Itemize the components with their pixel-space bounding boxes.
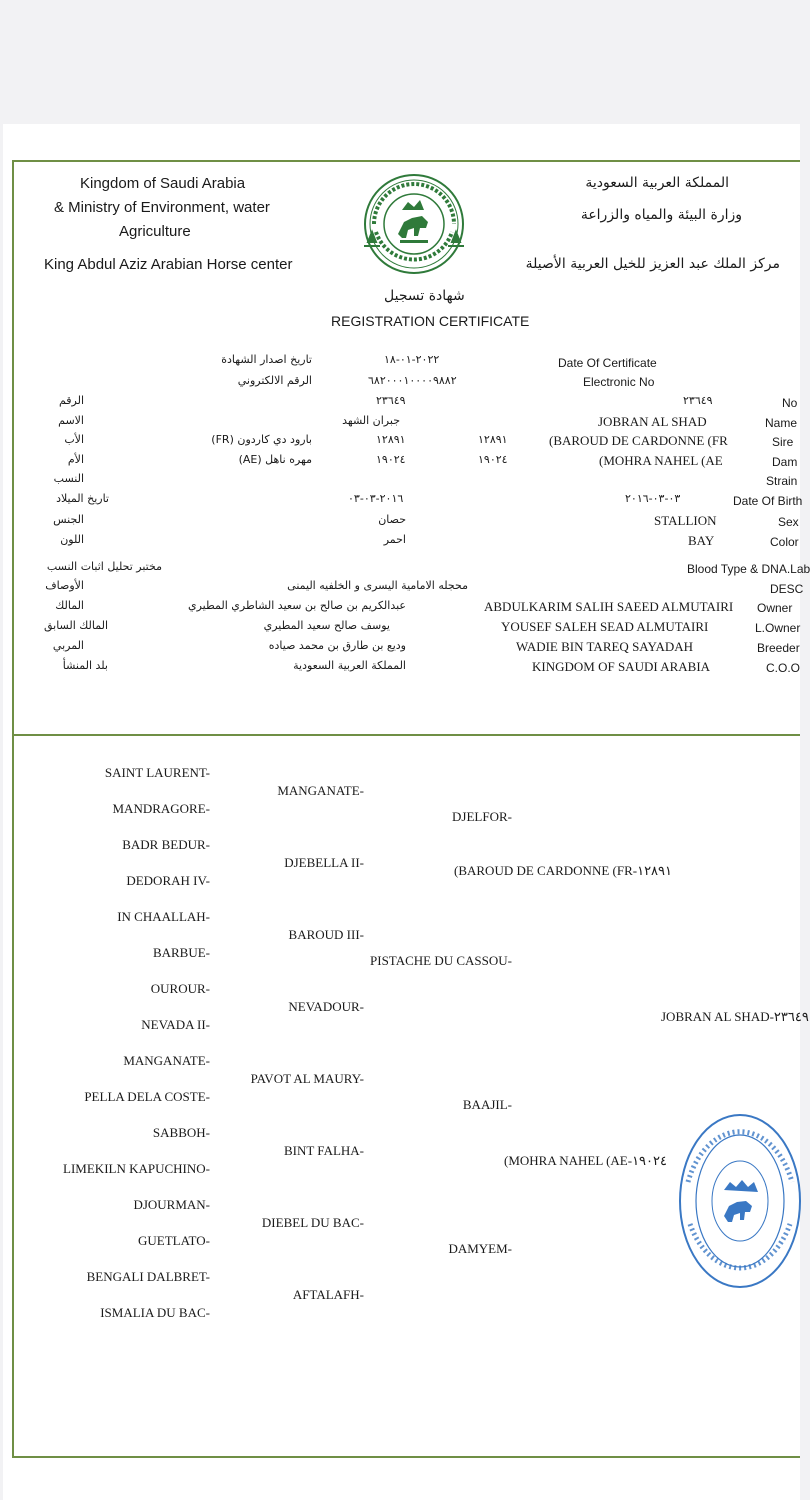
pedigree-gen4-2: MANDRAGORE- [112,801,210,816]
color-en-label: Color [770,535,799,549]
pedigree-gen2-6: DAMYEM- [448,1241,512,1256]
pedigree-gen4-14: GUETLATO- [138,1233,210,1248]
pedigree-gen4-8: NEVADA II- [141,1017,210,1032]
elec-en-label: Electronic No [583,375,655,389]
no-en-label: No [782,396,798,410]
prev-owner-value-en: YOUSEF SALEH SEAD ALMUTAIRI [501,619,709,634]
sex-ar-label: الجنس [53,513,84,526]
pedigree-gen3-1: MANGANATE- [277,783,364,798]
dam-ar-label: الأم [67,453,84,466]
section-divider [12,734,800,736]
lab-ar-label: مختبر تحليل اثبات النسب [46,560,162,573]
pedigree-gen3-3: BAROUD III- [288,927,364,942]
desc-ar-label: الأوصاف [45,579,84,592]
owner-value-en: ABDULKARIM SALIH SAEED ALMUTAIRI [484,599,734,614]
date-ar-label: تاريخ اصدار الشهادة [221,353,312,366]
pedigree-gen4-10: PELLA DELA COSTE- [84,1089,210,1104]
registry-stamp [674,1112,790,1290]
sire-en-label: Sire [772,435,794,449]
name-value-en: JOBRAN AL SHAD [598,414,707,429]
lab-en-label: Blood Type & DNA.Lab [687,562,810,576]
header-en-line2: & Ministry of Environment, water [54,199,270,216]
color-value-ar: احمر [383,533,406,546]
sire-number-en: ١٢٨٩١ [478,433,508,446]
name-ar-label: الاسم [58,414,84,427]
dam-value-en: (MOHRA NAHEL (AE [599,453,723,468]
no-value: ٢٣٦٤٩ [376,394,406,407]
header-ar-line3: مركز الملك عبد العزيز للخيل العربية الأصيلة [525,256,780,272]
sex-value-en: STALLION [654,513,717,528]
pedigree-gen1-horse: JOBRAN AL SHAD-٢٣٦٤٩ [661,1009,809,1024]
owner-en-label: Owner [757,601,793,615]
dam-en-label: Dam [772,455,798,469]
pedigree-gen3-4: NEVADOUR- [288,999,364,1014]
date-value: ٢٠٢٢-٠١-١٨ [384,353,440,366]
sex-en-label: Sex [778,515,799,529]
title-ar: شهادة تسجيل [384,288,465,304]
elec-value: ٦٨٢٠٠٠١٠٠٠٠٩٨٨٢ [368,374,457,387]
no-value-en: ٢٣٦٤٩ [683,394,713,407]
pedigree-gen4-6: BARBUE- [152,945,210,960]
pedigree-gen4-16: ISMALIA DU BAC- [100,1305,210,1320]
pedigree-gen4-4: DEDORAH IV- [126,873,210,888]
dob-value-en: ٠٣-٠٣-٢٠١٦ [625,492,681,505]
coo-en-label: C.O.O [766,661,801,675]
prev-owner-value-ar: يوسف صالح سعيد المطيري [263,619,390,632]
dob-en-label: Date Of Birth [733,494,803,508]
desc-value-ar: محجله الامامية اليسرى و الخلفيه اليمنى [287,579,468,592]
coo-ar-label: بلد المنشأ [62,659,108,672]
dam-value-ar: مهره ناهل (AE) [238,453,312,466]
pedigree-gen4-12: LIMEKILN KAPUCHINO- [63,1161,210,1176]
elec-ar-label: الرقم الالكتروني [237,374,312,387]
pedigree-gen4-3: BADR BEDUR- [122,837,210,852]
pedigree-gen2-3: PISTACHE DU CASSOU- [370,953,512,968]
dam-number-ar: ١٩٠٢٤ [376,453,406,466]
pedigree-gen4-11: SABBOH- [152,1125,210,1140]
color-ar-label: اللون [60,533,84,546]
prev-owner-en-label: L.Owner [755,621,801,635]
sire-value-ar: بارود دي كاردون (FR) [211,433,312,446]
pedigree-gen3-7: DIEBEL DU BAC- [261,1215,364,1230]
name-value-ar: جبران الشهد [342,414,400,427]
header-en-line4: King Abdul Aziz Arabian Horse center [44,256,293,273]
pedigree-gen4-1: SAINT LAURENT- [104,765,210,780]
pedigree-gen3-2: DJEBELLA II- [284,855,364,870]
center-logo [362,172,466,276]
owner-value-ar: عبدالكريم بن صالح بن سعيد الشاطري المطيري [188,599,406,612]
sire-value-en: (BAROUD DE CARDONNE (FR [549,433,728,448]
strain-en-label: Strain [766,474,798,488]
header-en-line1: Kingdom of Saudi Arabia [80,175,246,192]
pedigree-gen2-5: (MOHRA NAHEL (AE-١٩٠٢٤ [504,1153,667,1168]
sire-number-ar: ١٢٨٩١ [376,433,406,446]
pedigree-gen4-13: DJOURMAN- [133,1197,210,1212]
pedigree-gen3-8: AFTALAFH- [292,1287,364,1302]
prev-owner-ar-label: المالك السابق [43,619,108,632]
sire-ar-label: الأب [64,433,84,446]
sex-value-ar: حصان [378,513,406,526]
title-en: REGISTRATION CERTIFICATE [331,313,530,329]
pedigree-gen3-6: BINT FALHA- [283,1143,364,1158]
pedigree-gen2-1: DJELFOR- [452,809,512,824]
name-en-label: Name [765,416,798,430]
color-value-en: BAY [688,533,715,548]
header-en-line3: Agriculture [119,223,191,240]
dob-ar-label: تاريخ الميلاد [56,492,109,505]
pedigree-gen4-7: OUROUR- [150,981,210,996]
header-ar-line2: وزارة البيئة والمياه والزراعة [580,207,742,223]
owner-ar-label: المالك [55,599,84,612]
breeder-en-label: Breeder [757,641,800,655]
pedigree-gen4-5: IN CHAALLAH- [117,909,210,924]
no-ar-label: الرقم [58,394,84,407]
pedigree-gen3-5: PAVOT AL MAURY- [250,1071,364,1086]
breeder-value-en: WADIE BIN TAREQ SAYADAH [516,639,693,654]
date-en-label: Date Of Certificate [558,356,657,370]
dob-value-ar: ٢٠١٦-٠٣-٠٣ [348,492,404,505]
coo-value-ar: المملكة العربية السعودية [293,659,406,672]
coo-value-en: KINGDOM OF SAUDI ARABIA [532,659,711,674]
breeder-ar-label: المربي [52,639,84,652]
pedigree-gen2-2: (BAROUD DE CARDONNE (FR-١٢٨٩١ [454,863,673,878]
breeder-value-ar: وديع بن طارق بن محمد صياده [268,639,406,652]
strain-ar-label: النسب [53,472,84,485]
pedigree-gen2-4: BAAJIL- [462,1097,512,1112]
header-ar-line1: المملكة العربية السعودية [585,175,729,191]
pedigree-gen4-9: MANGANATE- [123,1053,210,1068]
desc-en-label: DESC [770,582,804,596]
pedigree-gen4-15: BENGALI DALBRET- [86,1269,210,1284]
dam-number-en: ١٩٠٢٤ [478,453,508,466]
